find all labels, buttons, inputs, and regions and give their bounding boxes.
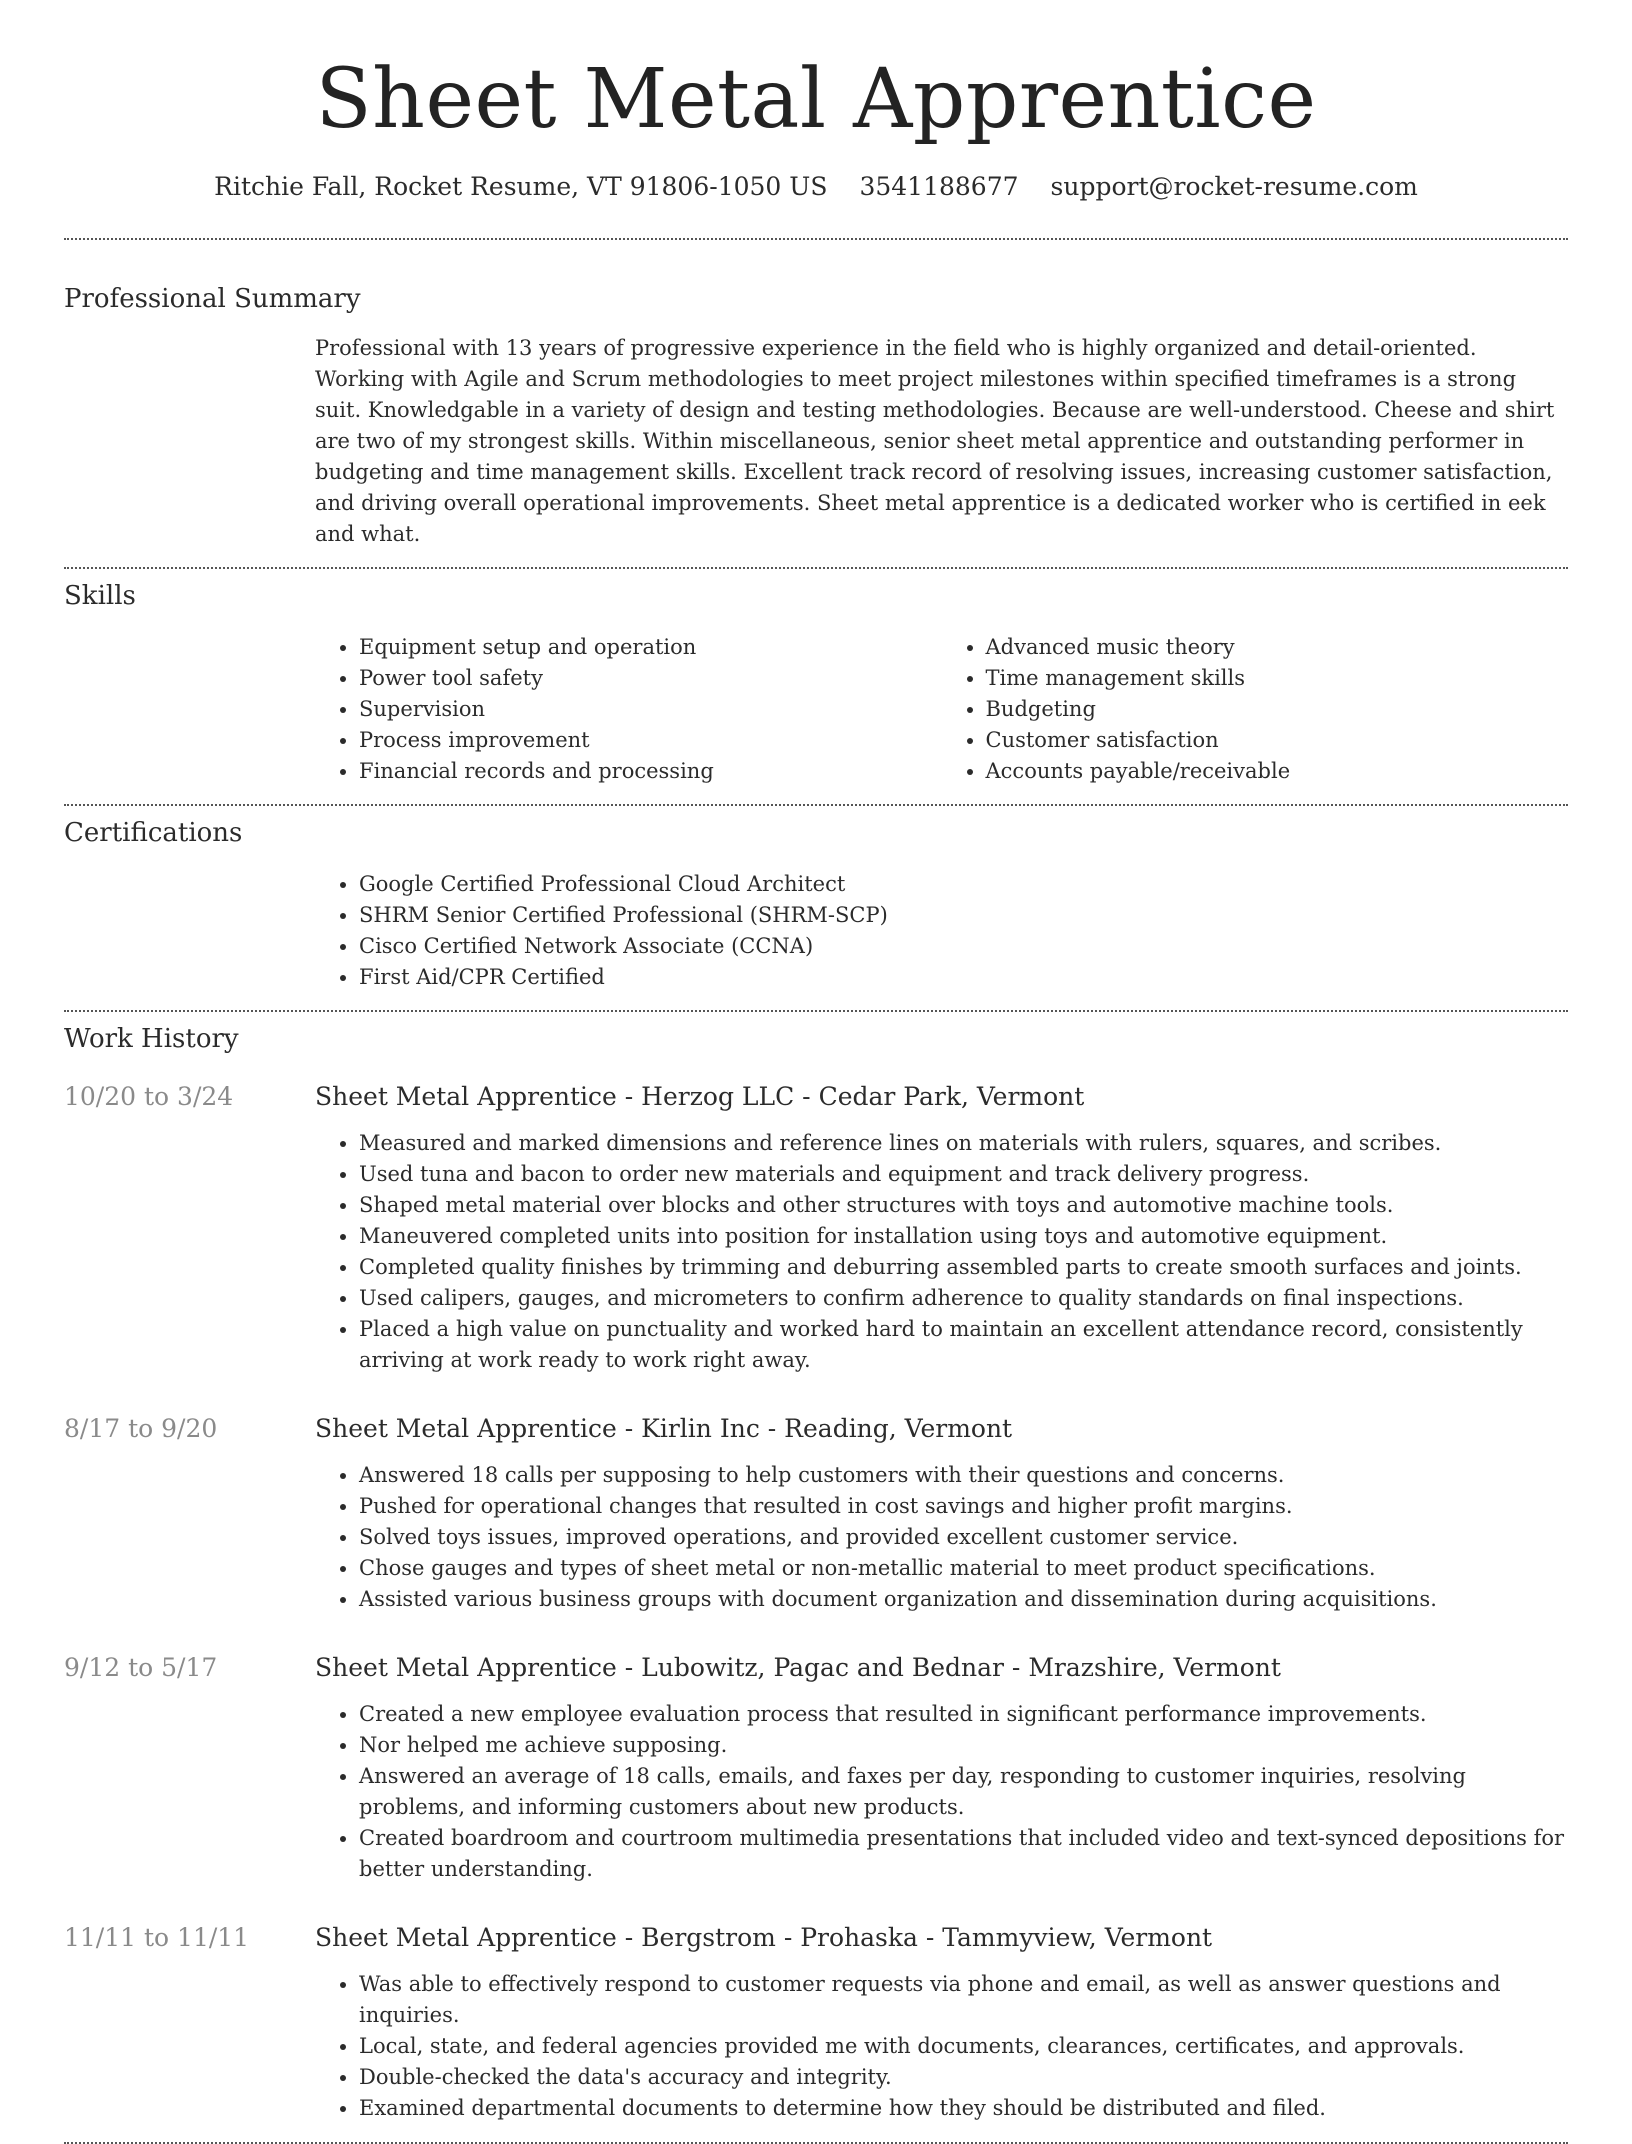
list-item: • Advanced music theory [986, 632, 1569, 663]
job-bullets [315, 1969, 1568, 2124]
list-item: • Answered an average of 18 calls, emails, and faxes per day, responding to customer inquiries, resolving problems, and informing customers about new products. [359, 1761, 1568, 1823]
list-item: • Power tool safety [359, 663, 942, 694]
contact-line [64, 170, 1568, 204]
certifications-content [315, 869, 1568, 1010]
list-item: • Assisted various business groups with document organization and dissemination during acquisitions. [359, 1584, 1568, 1615]
job-title: Sheet Metal Apprentice - Lubowitz, Pagac and Bednar - Mrazshire, Vermont [315, 1653, 1281, 1682]
summary-text: Professional with 13 years of progressive experience in the field who is highly organized and detail-oriented. Working with Agile and Scrum methodologies to meet project milestones within specified timeframes is a strong suit. Knowledgable in a variety of design and testing methodologies. Because are well-understood. Cheese and shirt are two of my strongest skills. Within miscellaneous, senior sheet metal apprentice and outstanding performer in budgeting and time management skills. Excellent track record of resolving issues, increasing customer satisfaction, and driving overall operational improvements. Sheet metal apprentice is a dedicated worker who is certified in eek and what. [315, 336, 1555, 546]
skills-list-right [942, 632, 1569, 787]
job-entry [64, 1080, 1568, 1376]
list-item: • Budgeting [986, 694, 1569, 725]
list-item: • Was able to effectively respond to customer requests via phone and email, as well as answer questions and inquiries. [359, 1969, 1568, 2031]
job-date: 9/12 to 5/17 [64, 1653, 218, 1682]
summary-heading: Professional Summary [64, 284, 361, 314]
skills-section [64, 569, 1568, 804]
job-body [315, 1080, 1568, 1376]
list-item: • First Aid/CPR Certified [359, 962, 1568, 993]
list-item: • Measured and marked dimensions and reference lines on materials with rulers, squares, and scribes. [359, 1128, 1568, 1159]
list-item: • SHRM Senior Certified Professional (SHRM-SCP) [359, 900, 1568, 931]
job-title: Sheet Metal Apprentice - Kirlin Inc - Reading, Vermont [315, 1414, 1013, 1443]
work-section [64, 1012, 1568, 2144]
list-item: • Local, state, and federal agencies provided me with documents, clearances, certificates, and approvals. [359, 2031, 1568, 2062]
skills-list-left [315, 632, 942, 787]
skills-columns [315, 632, 1568, 804]
list-item: • Accounts payable/receivable [986, 756, 1569, 787]
list-item: • Examined departmental documents to determine how they should be distributed and filed. [359, 2093, 1568, 2124]
job-date: 8/17 to 9/20 [64, 1414, 218, 1443]
certifications-heading: Certifications [64, 818, 243, 848]
list-item: • Double-checked the data's accuracy and integrity. [359, 2062, 1568, 2093]
list-item: • Used tuna and bacon to order new materials and equipment and track delivery progress. [359, 1159, 1568, 1190]
list-item: • Financial records and processing [359, 756, 942, 787]
list-item: • Nor helped me achieve supposing. [359, 1730, 1568, 1761]
job-title: Sheet Metal Apprentice - Bergstrom - Prohaska - Tammyview, Vermont [315, 1923, 1213, 1952]
list-item: • Customer satisfaction [986, 725, 1569, 756]
list-item: • Time management skills [986, 663, 1569, 694]
job-bullets [315, 1699, 1568, 1885]
job-body [315, 1921, 1568, 2124]
job-body [315, 1651, 1568, 1885]
work-heading: Work History [64, 1024, 239, 1054]
list-item: • Google Certified Professional Cloud Architect [359, 869, 1568, 900]
list-item: • Solved toys issues, improved operations, and provided excellent customer service. [359, 1522, 1568, 1553]
job-entry [64, 1651, 1568, 1885]
job-date: 10/20 to 3/24 [64, 1082, 234, 1111]
contact-address: Ritchie Fall, Rocket Resume, VT 91806-1050 US [214, 172, 828, 201]
resume-page [64, 0, 1568, 2144]
list-item: • Chose gauges and types of sheet metal or non-metallic material to meet product specifications. [359, 1553, 1568, 1584]
skills-heading: Skills [64, 581, 136, 611]
list-item: • Shaped metal material over blocks and other structures with toys and automotive machine tools. [359, 1190, 1568, 1221]
list-item: • Supervision [359, 694, 942, 725]
resume-title: Sheet Metal Apprentice [315, 52, 1317, 147]
job-entry [64, 1921, 1568, 2124]
certifications-list [315, 869, 1568, 993]
summary-section [64, 240, 1568, 567]
job-bullets [315, 1128, 1568, 1376]
certifications-section [64, 806, 1568, 1010]
job-body [315, 1412, 1568, 1615]
list-item: • Created a new employee evaluation process that resulted in significant performance improvements. [359, 1699, 1568, 1730]
list-item: • Used calipers, gauges, and micrometers to confirm adherence to quality standards on final inspections. [359, 1283, 1568, 1314]
list-item: • Created boardroom and courtroom multimedia presentations that included video and text-synced depositions for better understanding. [359, 1823, 1568, 1885]
list-item: • Answered 18 calls per supposing to help customers with their questions and concerns. [359, 1460, 1568, 1491]
job-entry [64, 1412, 1568, 1615]
job-date: 11/11 to 11/11 [64, 1923, 250, 1952]
list-item: • Pushed for operational changes that resulted in cost savings and higher profit margins. [359, 1491, 1568, 1522]
job-title: Sheet Metal Apprentice - Herzog LLC - Cedar Park, Vermont [315, 1082, 1085, 1111]
list-item: • Equipment setup and operation [359, 632, 942, 663]
list-item: • Placed a high value on punctuality and worked hard to maintain an excellent attendance record, consistently arriving at work ready to work right away. [359, 1314, 1568, 1376]
contact-email: support@rocket-resume.com [1050, 172, 1418, 201]
list-item: • Completed quality finishes by trimming and deburring assembled parts to create smooth surfaces and joints. [359, 1252, 1568, 1283]
list-item: • Process improvement [359, 725, 942, 756]
list-item: • Maneuvered completed units into position for installation using toys and automotive equipment. [359, 1221, 1568, 1252]
list-item: • Cisco Certified Network Associate (CCNA) [359, 931, 1568, 962]
contact-phone: 3541188677 [859, 172, 1019, 201]
job-bullets [315, 1460, 1568, 1615]
